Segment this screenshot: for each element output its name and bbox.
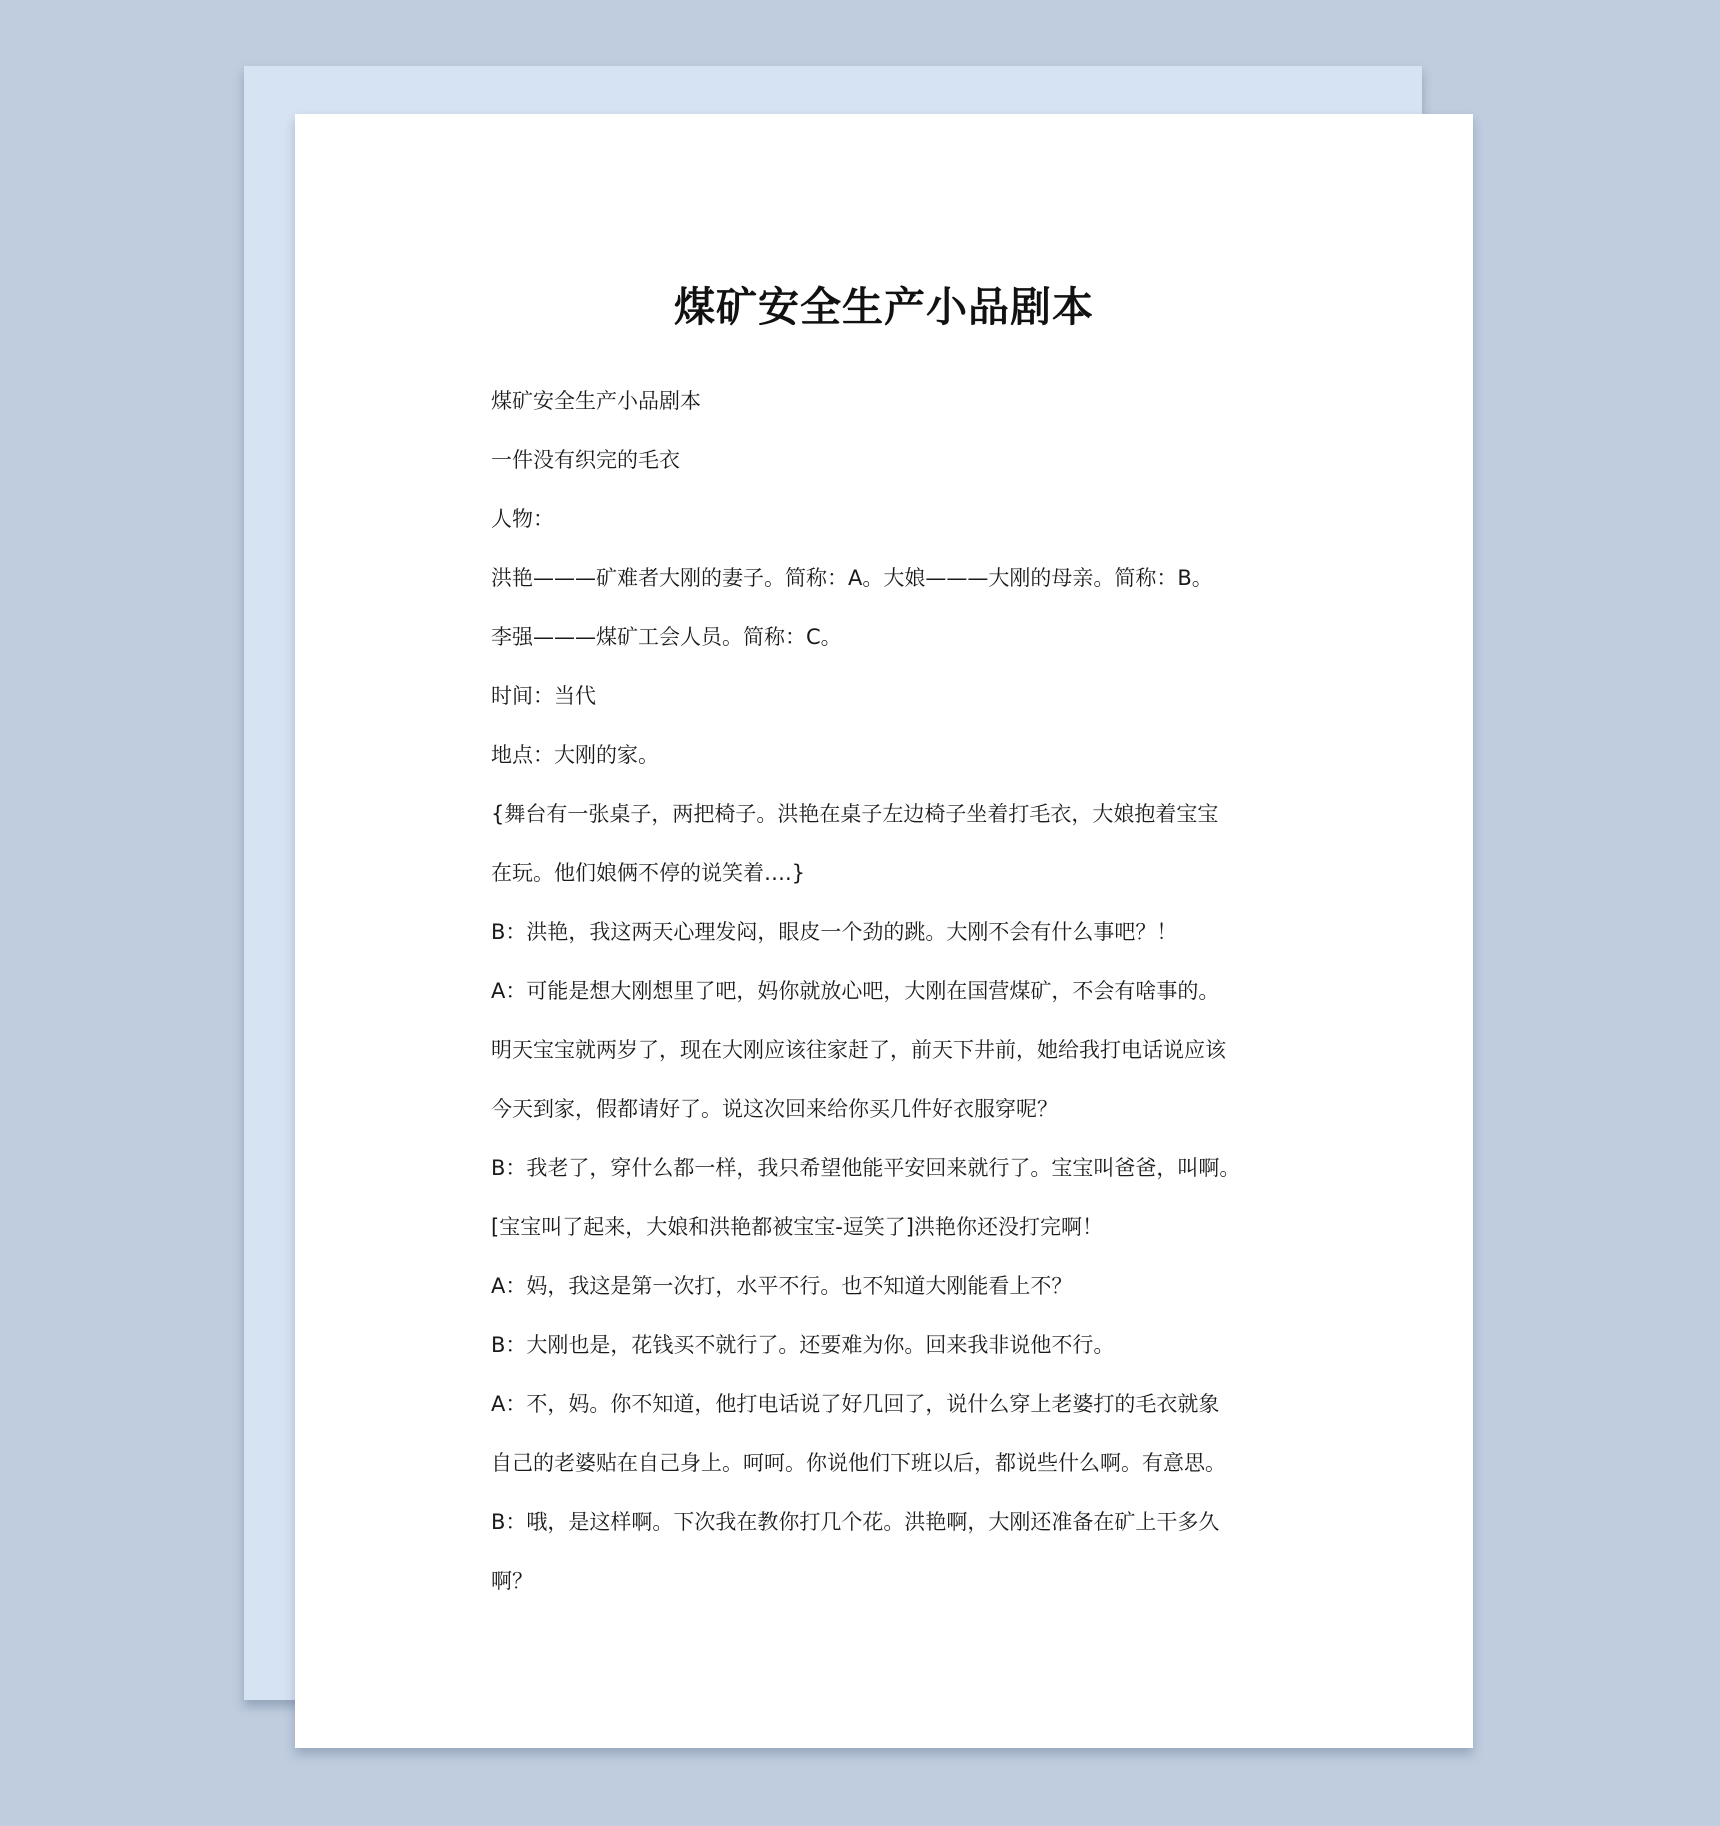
body-line-3: 人物：	[491, 507, 554, 531]
body-line-6: 时间：当代	[491, 684, 596, 708]
body-line-10: B：洪艳，我这两天心理发闷，眼皮一个劲的跳。大刚不会有什么事吧？！	[491, 920, 1178, 944]
body-line-9: 在玩。他们娘俩不停的说笑着….}	[491, 861, 806, 885]
body-line-14: B：我老了，穿什么都一样，我只希望他能平安回来就行了。宝宝叫爸爸，叫啊。	[491, 1156, 1241, 1180]
body-line-1: 煤矿安全生产小品剧本	[491, 389, 701, 413]
body-line-7: 地点：大刚的家。	[491, 743, 659, 767]
body-line-8: {舞台有一张桌子，两把椅子。洪艳在桌子左边椅子坐着打毛衣，大娘抱着宝宝	[491, 802, 1219, 826]
document-page	[295, 114, 1473, 1748]
body-line-19: 自己的老婆贴在自己身上。呵呵。你说他们下班以后，都说些什么啊。有意思。	[491, 1451, 1226, 1475]
body-line-4: 洪艳———矿难者大刚的妻子。简称：A。大娘———大刚的母亲。简称：B。	[491, 566, 1213, 590]
body-line-17: B：大刚也是，花钱买不就行了。还要难为你。回来我非说他不行。	[491, 1333, 1115, 1357]
body-line-16: A：妈，我这是第一次打，水平不行。也不知道大刚能看上不？	[491, 1274, 1073, 1298]
body-line-15: [宝宝叫了起来，大娘和洪艳都被宝宝-逗笑了]洪艳你还没打完啊！	[491, 1215, 1103, 1239]
body-line-11: A：可能是想大刚想里了吧，妈你就放心吧，大刚在国营煤矿，不会有啥事的。	[491, 979, 1220, 1003]
document-title: 煤矿安全生产小品剧本	[674, 283, 1094, 331]
body-line-2: 一件没有织完的毛衣	[491, 448, 680, 472]
body-line-5: 李强———煤矿工会人员。简称：C。	[491, 625, 842, 649]
body-line-12: 明天宝宝就两岁了，现在大刚应该往家赶了，前天下井前，她给我打电话说应该	[491, 1038, 1226, 1062]
body-line-18: A：不，妈。你不知道，他打电话说了好几回了，说什么穿上老婆打的毛衣就象	[491, 1392, 1220, 1416]
body-line-20: B：哦，是这样啊。下次我在教你打几个花。洪艳啊，大刚还准备在矿上干多久	[491, 1510, 1220, 1534]
body-line-13: 今天到家，假都请好了。说这次回来给你买几件好衣服穿呢？	[491, 1097, 1058, 1121]
document-body	[491, 372, 1291, 1611]
body-line-21: 啊？	[491, 1569, 533, 1593]
